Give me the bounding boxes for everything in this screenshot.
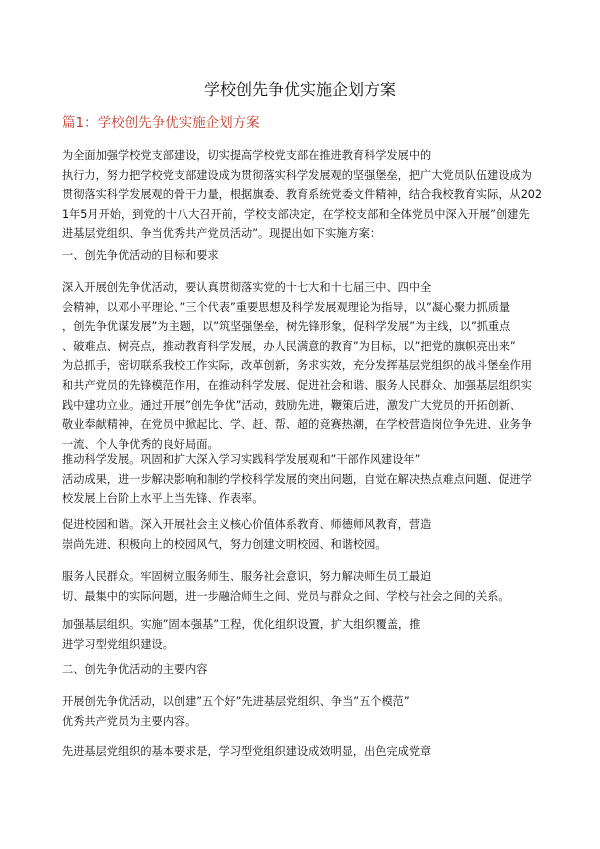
text-line: ，创先争优谋发展”为主题，以”筑坚强堡垒，树先锋形象，促科学发展”为主线，以”抓重点 — [62, 320, 511, 334]
text-line: 为全面加强学校党支部建设，切实提高学校党支部在推进教育科学发展中的 — [62, 149, 432, 162]
text-line: 优秀共产党员为主要内容。 — [62, 714, 197, 728]
paragraph-goals — [62, 278, 542, 454]
text-line: 会精神，以邓小平理论、”三个代表”重要思想及科学发展观理论为指导，以”凝心聚力抓质量 — [62, 300, 511, 314]
text-line: 活动成果，进一步解决影响和制约学校科学发展的突出问题，自觉在解决热点难点问题、促进学 — [62, 472, 532, 486]
text-line: 深入开展创先争优活动，要认真贯彻落实党的十七大和十七届三中、四中全 — [62, 281, 432, 294]
text-line: 进学习型党组织建设。 — [62, 637, 174, 651]
text-line: 践中建功立业。通过开展”创先争优”活动，鼓励先进，鞭策后进，激发广大党员的开拓创新、 — [62, 398, 522, 412]
text-line: 促进校园和谐。深入开展社会主义核心价值体系教育、师德师风教育，营造 — [62, 518, 432, 531]
text-line: 二、创先争优活动的主要内容 — [62, 663, 208, 676]
text-line: 和共产党员的先锋模范作用，在推动科学发展、促进社会和谐、服务人民群众、加强基层组织实 — [62, 378, 532, 392]
text-line: 一、创先争优活动的目标和要求 — [62, 249, 219, 262]
heading-goals — [62, 246, 542, 266]
paragraph-development — [62, 450, 542, 509]
text-line: 校发展上台阶上水平上当先锋、作表率。 — [62, 492, 264, 506]
text-line: 敬业奉献精神，在党员中掀起比、学、赶、帮、超的竞赛热潮，在学校营造岗位争先进、业务争 — [62, 418, 532, 432]
text-line: 加强基层组织。实施”固本强基”工程，优化组织设置，扩大组织覆盖，推 — [62, 618, 421, 631]
paragraph-requirements — [62, 742, 542, 762]
text-line: 、破难点、树亮点，推动教育科学发展，办人民满意的教育”为目标，以”把党的旗帜亮出来” — [62, 339, 516, 353]
document-title: 学校创先争优实施企划方案 — [203, 80, 396, 99]
text-line: 贯彻落实科学发展观的骨干力量，根据旗委、教育系统党委文件精神，结合我校教育实际，从202 — [62, 188, 543, 202]
text-line: 崇尚先进、积极向上的校园风气，努力创建文明校园、和谐校园。 — [62, 537, 387, 551]
text-line: 为总抓手，密切联系我校工作实际，改革创新，务求实效，充分发挥基层党组织的战斗堡垒作用 — [62, 359, 532, 373]
text-line: 执行力，努力把学校党支部建设成为贯彻落实科学发展观的坚强堡垒，把广大党员队伍建设成为 — [62, 168, 532, 182]
text-line: 服务人民群众。牢固树立服务师生、服务社会意识，努力解决师生员工最迫 — [62, 570, 432, 583]
text-line: 推动科学发展。巩固和扩大深入学习实践科学发展观和”干部作风建设年” — [62, 453, 421, 466]
text-line: 1年5月开始，到党的十八大召开前，学校支部决定，在学校支部和全体党员中深入开展”创建先 — [62, 207, 530, 221]
paragraph-content — [62, 692, 542, 731]
paragraph-intro — [62, 146, 542, 244]
text-line: 一流、个人争优秀的良好局面。 — [62, 437, 219, 451]
text-line: 切、最集中的实际问题，进一步融洽师生之间、党员与群众之间、学校与社会之间的关系。 — [62, 589, 510, 603]
heading-content — [62, 660, 542, 680]
paragraph-service — [62, 567, 542, 606]
paragraph-organization — [62, 615, 542, 654]
section-heading: 篇1：学校创先争优实施企划方案 — [62, 115, 260, 131]
paragraph-harmony — [62, 515, 542, 554]
text-line: 先进基层党组织的基本要求是，学习型党组织建设成效明显，出色完成党章 — [62, 745, 432, 758]
text-line: 开展创先争优活动，以创建”五个好”先进基层党组织、争当”五个模范” — [62, 695, 410, 708]
text-line: 进基层党组织、争当优秀共产党员活动”。现提出如下实施方案： — [62, 227, 382, 241]
